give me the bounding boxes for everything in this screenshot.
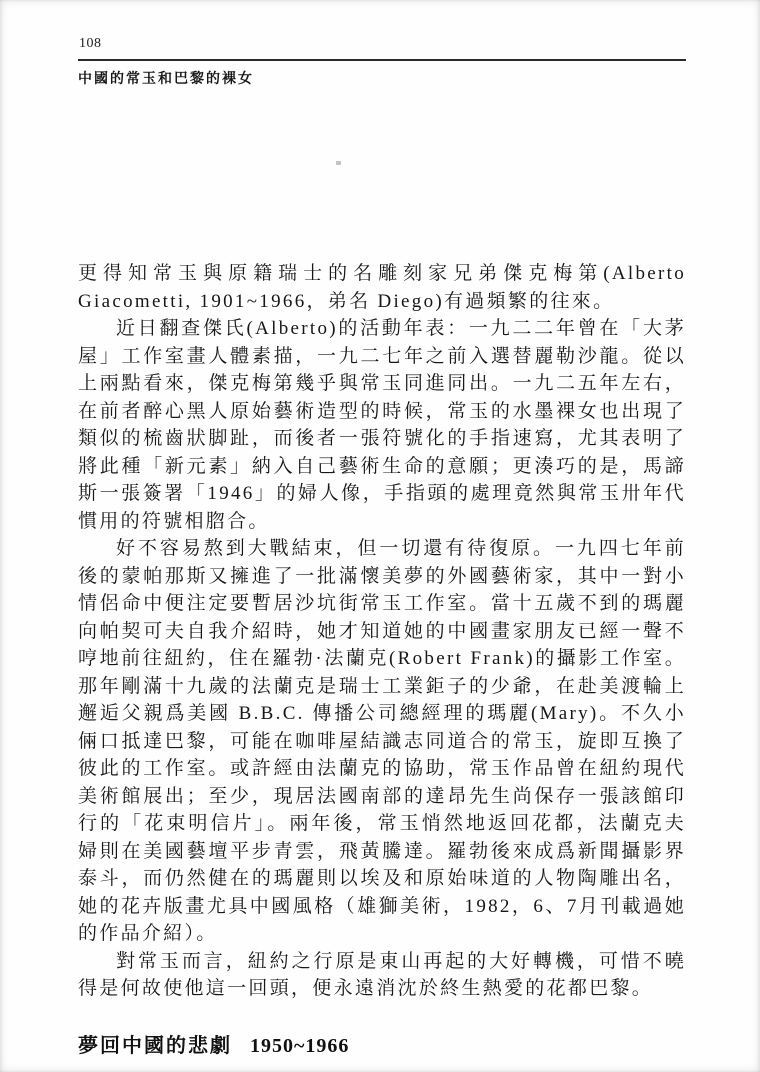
section-heading-title: 夢回中國的悲劇 [78,1034,232,1057]
header-rule [78,59,686,61]
page-number: 108 [79,36,102,51]
running-header: 中國的常玉和巴黎的裸女 [78,72,254,87]
paragraph: 對常玉而言，紐約之行原是東山再起的大好轉機，可惜不曉得是何故使他這一回頭，便永遠消沈於終生熱愛的花都巴黎。 [78,950,686,999]
section-heading [78,1029,686,1058]
section-heading-years: 1950~1966 [250,1034,350,1057]
paragraph: 好不容易熬到大戰結束，但一切還有待復原。一九四七年前後的蒙帕那斯又擁進了一批滿懷美夢的外國藝術家，其中一對小情侶命中便注定要暫居沙坑街常玉工作室。當十五歲不到的瑪麗向帕契可夫自我介紹時，她才知道她的中國畫家朋友已經一聲不哼地前往紐約，住在羅勃·法蘭克(Robert Frank)的攝影工作室。那年剛滿十九歲的法蘭克是瑞士工業鉅子的少爺，在赴美渡輪上邂逅父親爲美國 B.B.C. 傳播公司總經理的瑪麗(Mary)。不久小倆口抵達巴黎，可能在咖啡屋結識志同道合的常玉，旋即互換了彼此的工作室。或許經由法蘭克的協助，常玉作品曾在紐約現代美術館展出；至少，現居法國南部的達昂先生尚保存一張該館印行的「花束明信片」。兩年後，常玉悄然地返回花都，法蘭克夫婦則在美國藝壇平步青雲，飛黃騰達。羅勃後來成爲新聞攝影界泰斗，而仍然健在的瑪麗則以埃及和原始味道的人物陶雕出名，她的花卉版畫尤具中國風格（雄獅美術，1982，6、7月刊載過她的作品介紹）。 [78,538,686,944]
scan-artifact-speck [336,161,341,165]
paragraph: 近日翻查傑氏(Alberto)的活動年表：一九二二年曾在「大茅屋」工作室畫人體素描，一九二七年之前入選替麗勒沙龍。從以上兩點看來，傑克梅第幾乎與常玉同進同出。一九二五年左右，在前者醉心黑人原始藝術造型的時候，常玉的水墨裸女也出現了類似的梳齒狀脚趾，而後者一張符號化的手指速寫，尤其表明了將此種「新元素」納入自己藝術生命的意願；更湊巧的是，馬諦斯一張簽署「1946」的婦人像，手指頭的處理竟然與常玉卅年代慣用的符號相脗合。 [78,318,686,532]
paragraph-continuation: 更得知常玉與原籍瑞士的名雕刻家兄弟傑克梅第(Alberto Giacometti, 1901~1966，弟名 Diego)有過頻繁的往來。 [78,263,686,312]
body-text [78,260,686,1058]
